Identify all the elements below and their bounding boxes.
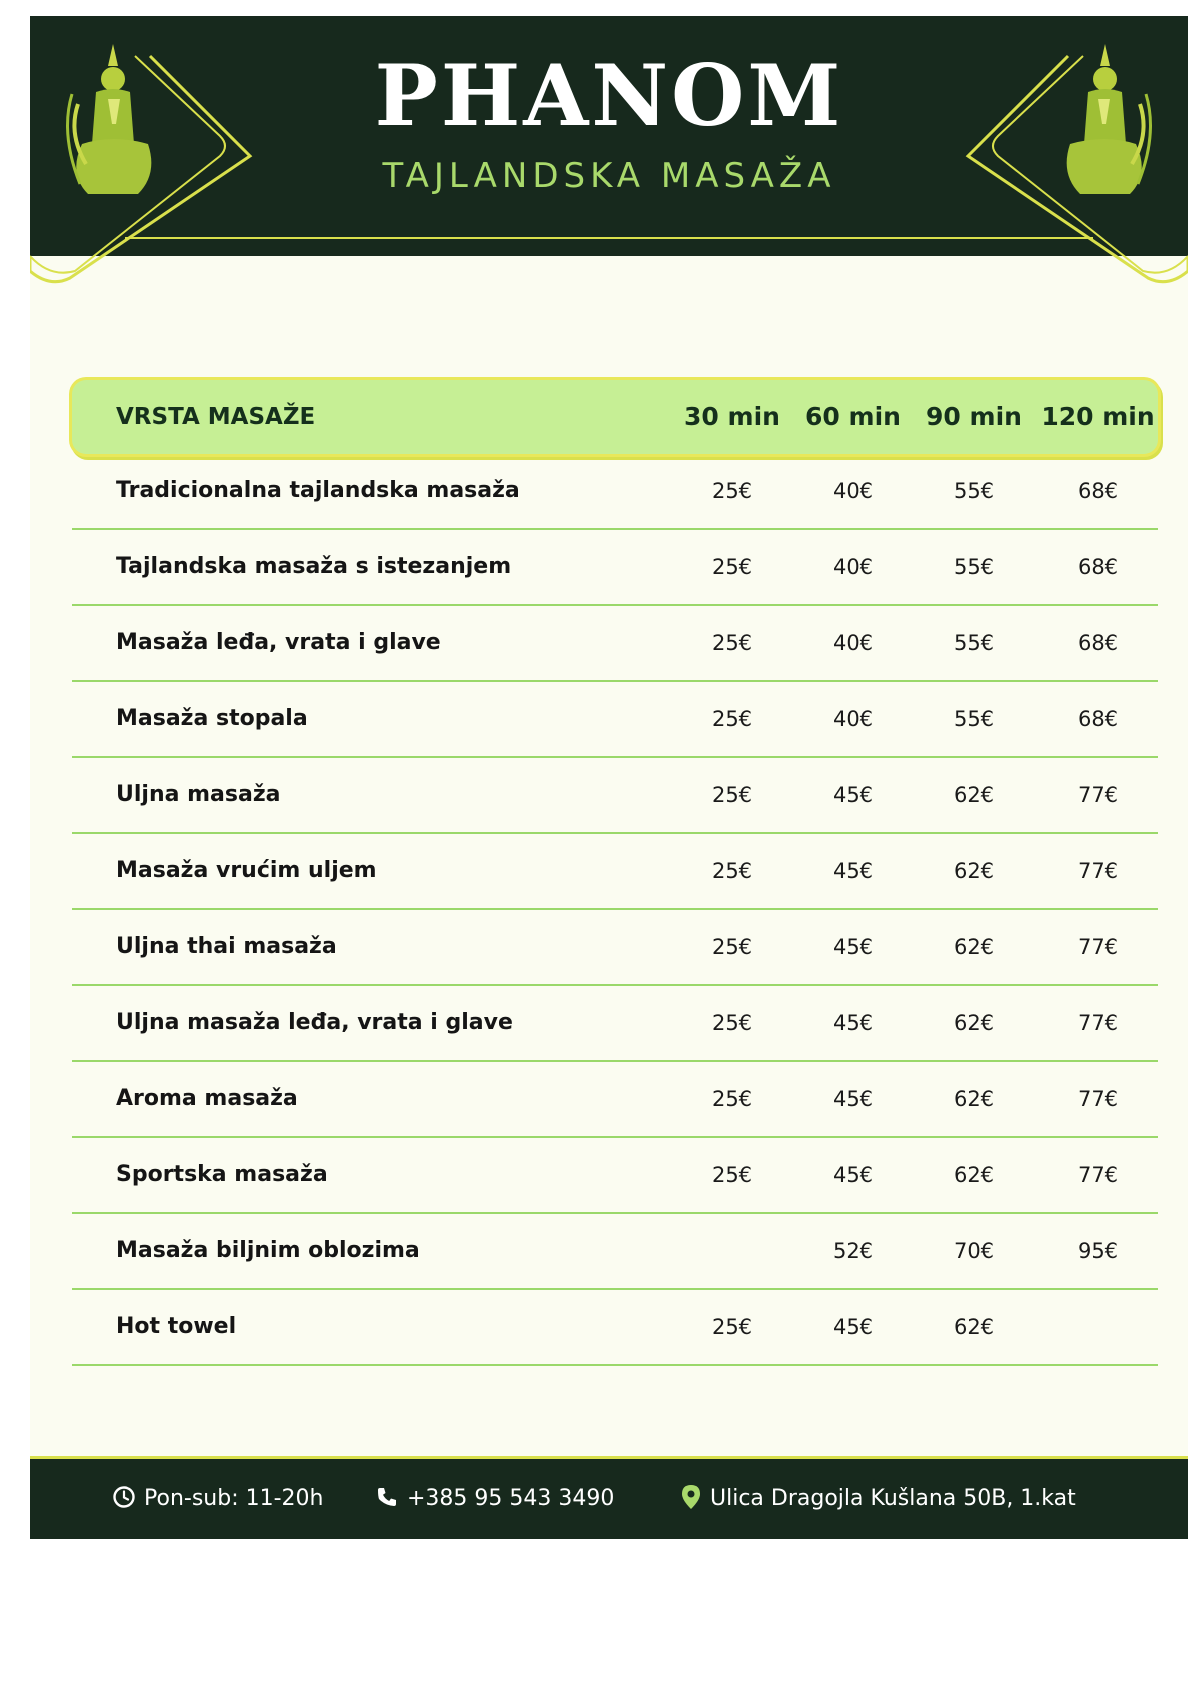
price-table	[72, 380, 1158, 1366]
price-60: 52€	[832, 1239, 874, 1263]
table-row	[72, 530, 1158, 606]
table-row	[72, 1138, 1158, 1214]
price-60: 45€	[832, 859, 874, 883]
massage-name: Uljna thai masaža	[116, 934, 337, 959]
price-120: 77€	[1077, 859, 1119, 883]
table-row	[72, 454, 1158, 530]
price-90: 62€	[953, 935, 995, 959]
massage-name: Tajlandska masaža s istezanjem	[116, 554, 512, 579]
price-30: 25€	[711, 555, 753, 579]
table-row	[72, 758, 1158, 834]
price-90: 62€	[953, 859, 995, 883]
opening-hours	[112, 1459, 323, 1539]
table-row	[72, 910, 1158, 986]
price-30: 25€	[711, 935, 753, 959]
table-header-row	[72, 380, 1158, 454]
price-90: 62€	[953, 1163, 995, 1187]
address	[680, 1459, 1076, 1539]
header-banner	[30, 16, 1188, 256]
phone-number[interactable]: +385 95 543 3490	[407, 1486, 615, 1511]
price-90: 55€	[953, 555, 995, 579]
massage-name: Hot towel	[116, 1314, 237, 1339]
price-90: 62€	[953, 1087, 995, 1111]
massage-name: Masaža biljnim oblozima	[116, 1238, 420, 1263]
column-header-90: 90 min	[926, 402, 1022, 431]
price-30: 25€	[711, 1315, 753, 1339]
price-60: 45€	[832, 1163, 874, 1187]
column-header-60: 60 min	[805, 402, 901, 431]
brand-title: PHANOM	[374, 46, 844, 145]
massage-name: Masaža vrućim uljem	[116, 858, 377, 883]
price-120: 77€	[1077, 1087, 1119, 1111]
price-90: 55€	[953, 707, 995, 731]
price-120: 77€	[1077, 783, 1119, 807]
price-60: 40€	[832, 555, 874, 579]
price-60: 40€	[832, 707, 874, 731]
price-90: 55€	[953, 479, 995, 503]
price-120: 77€	[1077, 935, 1119, 959]
massage-name: Masaža stopala	[116, 706, 308, 731]
table-row	[72, 834, 1158, 910]
price-120: 68€	[1077, 555, 1119, 579]
column-header-type: VRSTA MASAŽE	[116, 404, 316, 430]
massage-name: Uljna masaža	[116, 782, 281, 807]
massage-name: Uljna masaža leđa, vrata i glave	[116, 1010, 513, 1035]
price-90: 70€	[953, 1239, 995, 1263]
price-120: 77€	[1077, 1163, 1119, 1187]
hours-text: Pon-sub: 11-20h	[144, 1486, 324, 1511]
price-60: 40€	[832, 479, 874, 503]
price-30: 25€	[711, 859, 753, 883]
address-text: Ulica Dragojla Kušlana 50B, 1.kat	[710, 1486, 1076, 1511]
table-row	[72, 1290, 1158, 1366]
price-30: 25€	[711, 631, 753, 655]
price-90: 62€	[953, 783, 995, 807]
massage-name: Tradicionalna tajlandska masaža	[116, 478, 520, 503]
price-30: 25€	[711, 1163, 753, 1187]
price-60: 45€	[832, 1087, 874, 1111]
price-90: 55€	[953, 631, 995, 655]
column-header-30: 30 min	[684, 402, 780, 431]
price-120: 68€	[1077, 631, 1119, 655]
price-30: 25€	[711, 479, 753, 503]
column-header-120: 120 min	[1041, 402, 1155, 431]
massage-name: Sportska masaža	[116, 1162, 328, 1187]
price-30: 25€	[711, 783, 753, 807]
table-row	[72, 682, 1158, 758]
price-60: 45€	[832, 1011, 874, 1035]
clock-icon	[112, 1485, 136, 1509]
price-120: 68€	[1077, 479, 1119, 503]
price-60: 45€	[832, 1315, 874, 1339]
price-30: 25€	[711, 1087, 753, 1111]
price-30: 25€	[711, 707, 753, 731]
massage-name: Aroma masaža	[116, 1086, 298, 1111]
table-row	[72, 1062, 1158, 1138]
price-list-sheet	[30, 16, 1188, 1536]
massage-name: Masaža leđa, vrata i glave	[116, 630, 441, 655]
price-60: 45€	[832, 935, 874, 959]
phone-contact[interactable]	[375, 1459, 614, 1539]
price-30: 25€	[711, 1011, 753, 1035]
price-120: 95€	[1077, 1239, 1119, 1263]
contact-footer	[30, 1456, 1188, 1539]
price-120: 77€	[1077, 1011, 1119, 1035]
location-pin-icon	[680, 1484, 702, 1510]
price-90: 62€	[953, 1011, 995, 1035]
table-row	[72, 606, 1158, 682]
table-row	[72, 986, 1158, 1062]
brand-subtitle: TAJLANDSKA MASAŽA	[382, 156, 836, 196]
price-60: 45€	[832, 783, 874, 807]
price-60: 40€	[832, 631, 874, 655]
table-row	[72, 1214, 1158, 1290]
price-120: 68€	[1077, 707, 1119, 731]
phone-icon	[375, 1485, 399, 1509]
price-90: 62€	[953, 1315, 995, 1339]
